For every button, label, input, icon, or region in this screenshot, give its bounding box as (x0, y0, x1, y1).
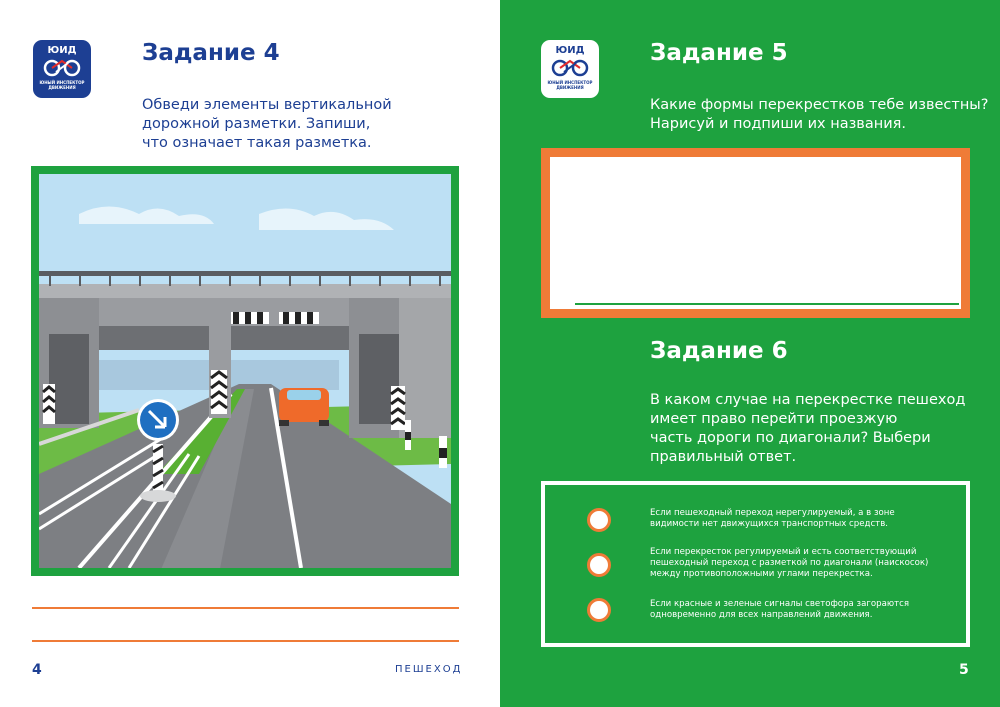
option-1-text (650, 508, 960, 530)
task-6-text-line: В каком случае на перекрестке пешеход (650, 392, 966, 408)
task-4-text (142, 96, 392, 153)
task-6-text-line: часть дороги по диагонали? Выбери (650, 430, 931, 446)
drawing-area-frame (541, 148, 970, 318)
footer-label: ПЕШЕХОД (395, 664, 463, 675)
task-5-text (650, 96, 988, 134)
task-5-title: Задание 5 (650, 40, 788, 66)
page-number: 4 (32, 662, 42, 678)
caption-line[interactable] (575, 303, 959, 305)
yuid-logo (541, 40, 599, 98)
logo-subtitle: ЮНЫЙ ИНСПЕКТОР ДВИЖЕНИЯ (39, 80, 85, 90)
task-4-text-line: дорожной разметки. Запиши, (142, 116, 371, 132)
answer-line[interactable] (32, 607, 459, 609)
drawing-area[interactable] (550, 157, 961, 309)
answer-line[interactable] (32, 640, 459, 642)
logo-abbr: ЮИД (47, 45, 77, 56)
task-6-text-line: правильный ответ. (650, 449, 797, 465)
illustration-frame (31, 166, 459, 576)
option-3-line: одновременно для всех направлений движения. (650, 610, 873, 620)
road-overpass-illustration (39, 174, 451, 568)
task-4-text-line: что означает такая разметка. (142, 135, 372, 151)
task-5-text-line: Нарисуй и подпиши их названия. (650, 116, 906, 132)
option-2-radio[interactable] (587, 553, 611, 577)
logo-abbr: ЮИД (555, 45, 585, 56)
option-1-line: Если пешеходный переход нерегулируемый, а в зоне (650, 508, 895, 518)
option-2-line: пешеходный переход с разметкой по диагонали (наискосок) (650, 558, 929, 568)
option-1-radio[interactable] (587, 508, 611, 532)
task-4-text-line: Обведи элементы вертикальной (142, 97, 392, 113)
task-6-text-line: имеет право перейти проезжую (650, 411, 898, 427)
page-number: 5 (959, 662, 969, 678)
road-scene-icon (39, 174, 451, 568)
option-2-line: между противоположными углами перекрестка. (650, 569, 873, 579)
logo-subtitle: ЮНЫЙ ИНСПЕКТОР ДВИЖЕНИЯ (547, 80, 593, 90)
option-1-line: видимости нет движущихся транспортных средств. (650, 519, 888, 529)
option-3-line: Если красные и зеленые сигналы светофора загораются (650, 599, 909, 609)
option-3-radio[interactable] (587, 598, 611, 622)
yuid-logo (33, 40, 91, 98)
option-2-text (650, 547, 960, 580)
bicycle-logo-icon (42, 57, 82, 77)
option-2-line: Если перекресток регулируемый и есть соответствующий (650, 547, 917, 557)
task-6-text (650, 391, 965, 467)
task-5-text-line: Какие формы перекрестков тебе известны? (650, 97, 989, 113)
option-3-text (650, 599, 960, 621)
task-4-title: Задание 4 (142, 40, 280, 66)
task-6-title: Задание 6 (650, 338, 788, 364)
bicycle-logo-icon (550, 57, 590, 77)
